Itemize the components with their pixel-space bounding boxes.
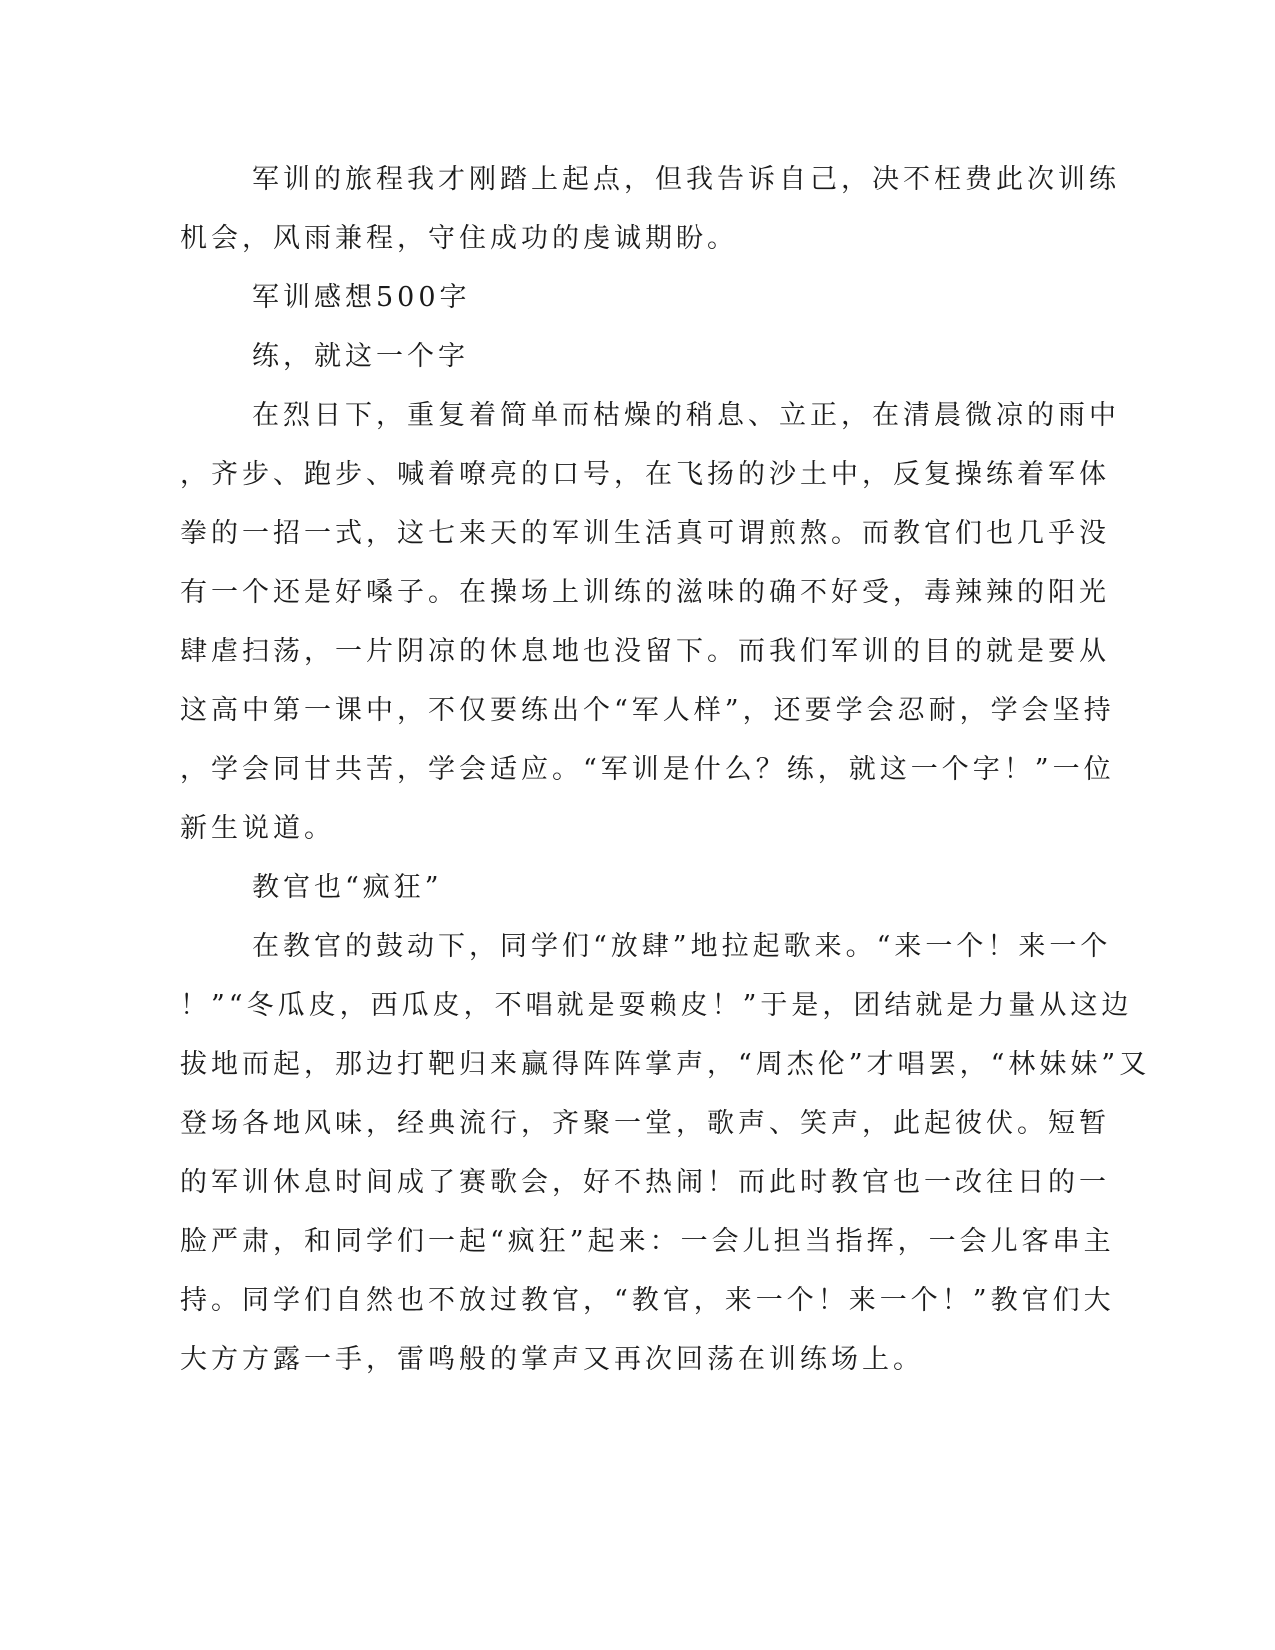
paragraph-line: ，齐步、跑步、喊着嘹亮的口号，在飞扬的沙土中，反复操练着军体: [180, 459, 1110, 490]
paragraph-line: 的军训休息时间成了赛歌会，好不热闹！而此时教官也一改往日的一: [180, 1167, 1110, 1198]
paragraph-line: ，学会同甘共苦，学会适应。“军训是什么？练，就这一个字！”一位: [180, 754, 1115, 785]
paragraph-line: 在教官的鼓动下，同学们“放肆”地拉起歌来。“来一个！来一个: [252, 931, 1112, 962]
paragraph-line: 在烈日下，重复着简单而枯燥的稍息、立正，在清晨微凉的雨中: [252, 400, 1120, 431]
paragraph-line: 拳的一招一式，这七来天的军训生活真可谓煎熬。而教官们也几乎没: [180, 518, 1110, 549]
paragraph-line: 有一个还是好嗓子。在操场上训练的滋味的确不好受，毒辣辣的阳光: [180, 577, 1110, 608]
section-heading: 军训感想500字: [252, 282, 471, 313]
paragraph-line: 脸严肃，和同学们一起“疯狂”起来：一会儿担当指挥，一会儿客串主: [180, 1226, 1115, 1257]
paragraph-line: 机会，风雨兼程，守住成功的虔诚期盼。: [180, 223, 738, 254]
paragraph-line: ！”“冬瓜皮，西瓜皮，不唱就是耍赖皮！”于是，团结就是力量从这边: [180, 990, 1133, 1021]
paragraph-line: 拔地而起，那边打靶归来赢得阵阵掌声，“周杰伦”才唱罢，“林妹妹”又: [180, 1049, 1151, 1080]
paragraph-line: 大方方露一手，雷鸣般的掌声又再次回荡在训练场上。: [180, 1344, 924, 1375]
paragraph-line: 持。同学们自然也不放过教官，“教官，来一个！来一个！”教官们大: [180, 1285, 1115, 1316]
paragraph-line: 军训的旅程我才刚踏上起点，但我告诉自己，决不枉费此次训练: [252, 164, 1120, 195]
subheading: 练，就这一个字: [252, 341, 469, 372]
paragraph-line: 肆虐扫荡，一片阴凉的休息地也没留下。而我们军训的目的就是要从: [180, 636, 1110, 667]
paragraph-line: 这高中第一课中，不仅要练出个“军人样”，还要学会忍耐，学会坚持: [180, 695, 1115, 726]
paragraph-line: 登场各地风味，经典流行，齐聚一堂，歌声、笑声，此起彼伏。短暂: [180, 1108, 1110, 1139]
subheading: 教官也“疯狂”: [252, 872, 443, 903]
paragraph-line: 新生说道。: [180, 813, 335, 844]
